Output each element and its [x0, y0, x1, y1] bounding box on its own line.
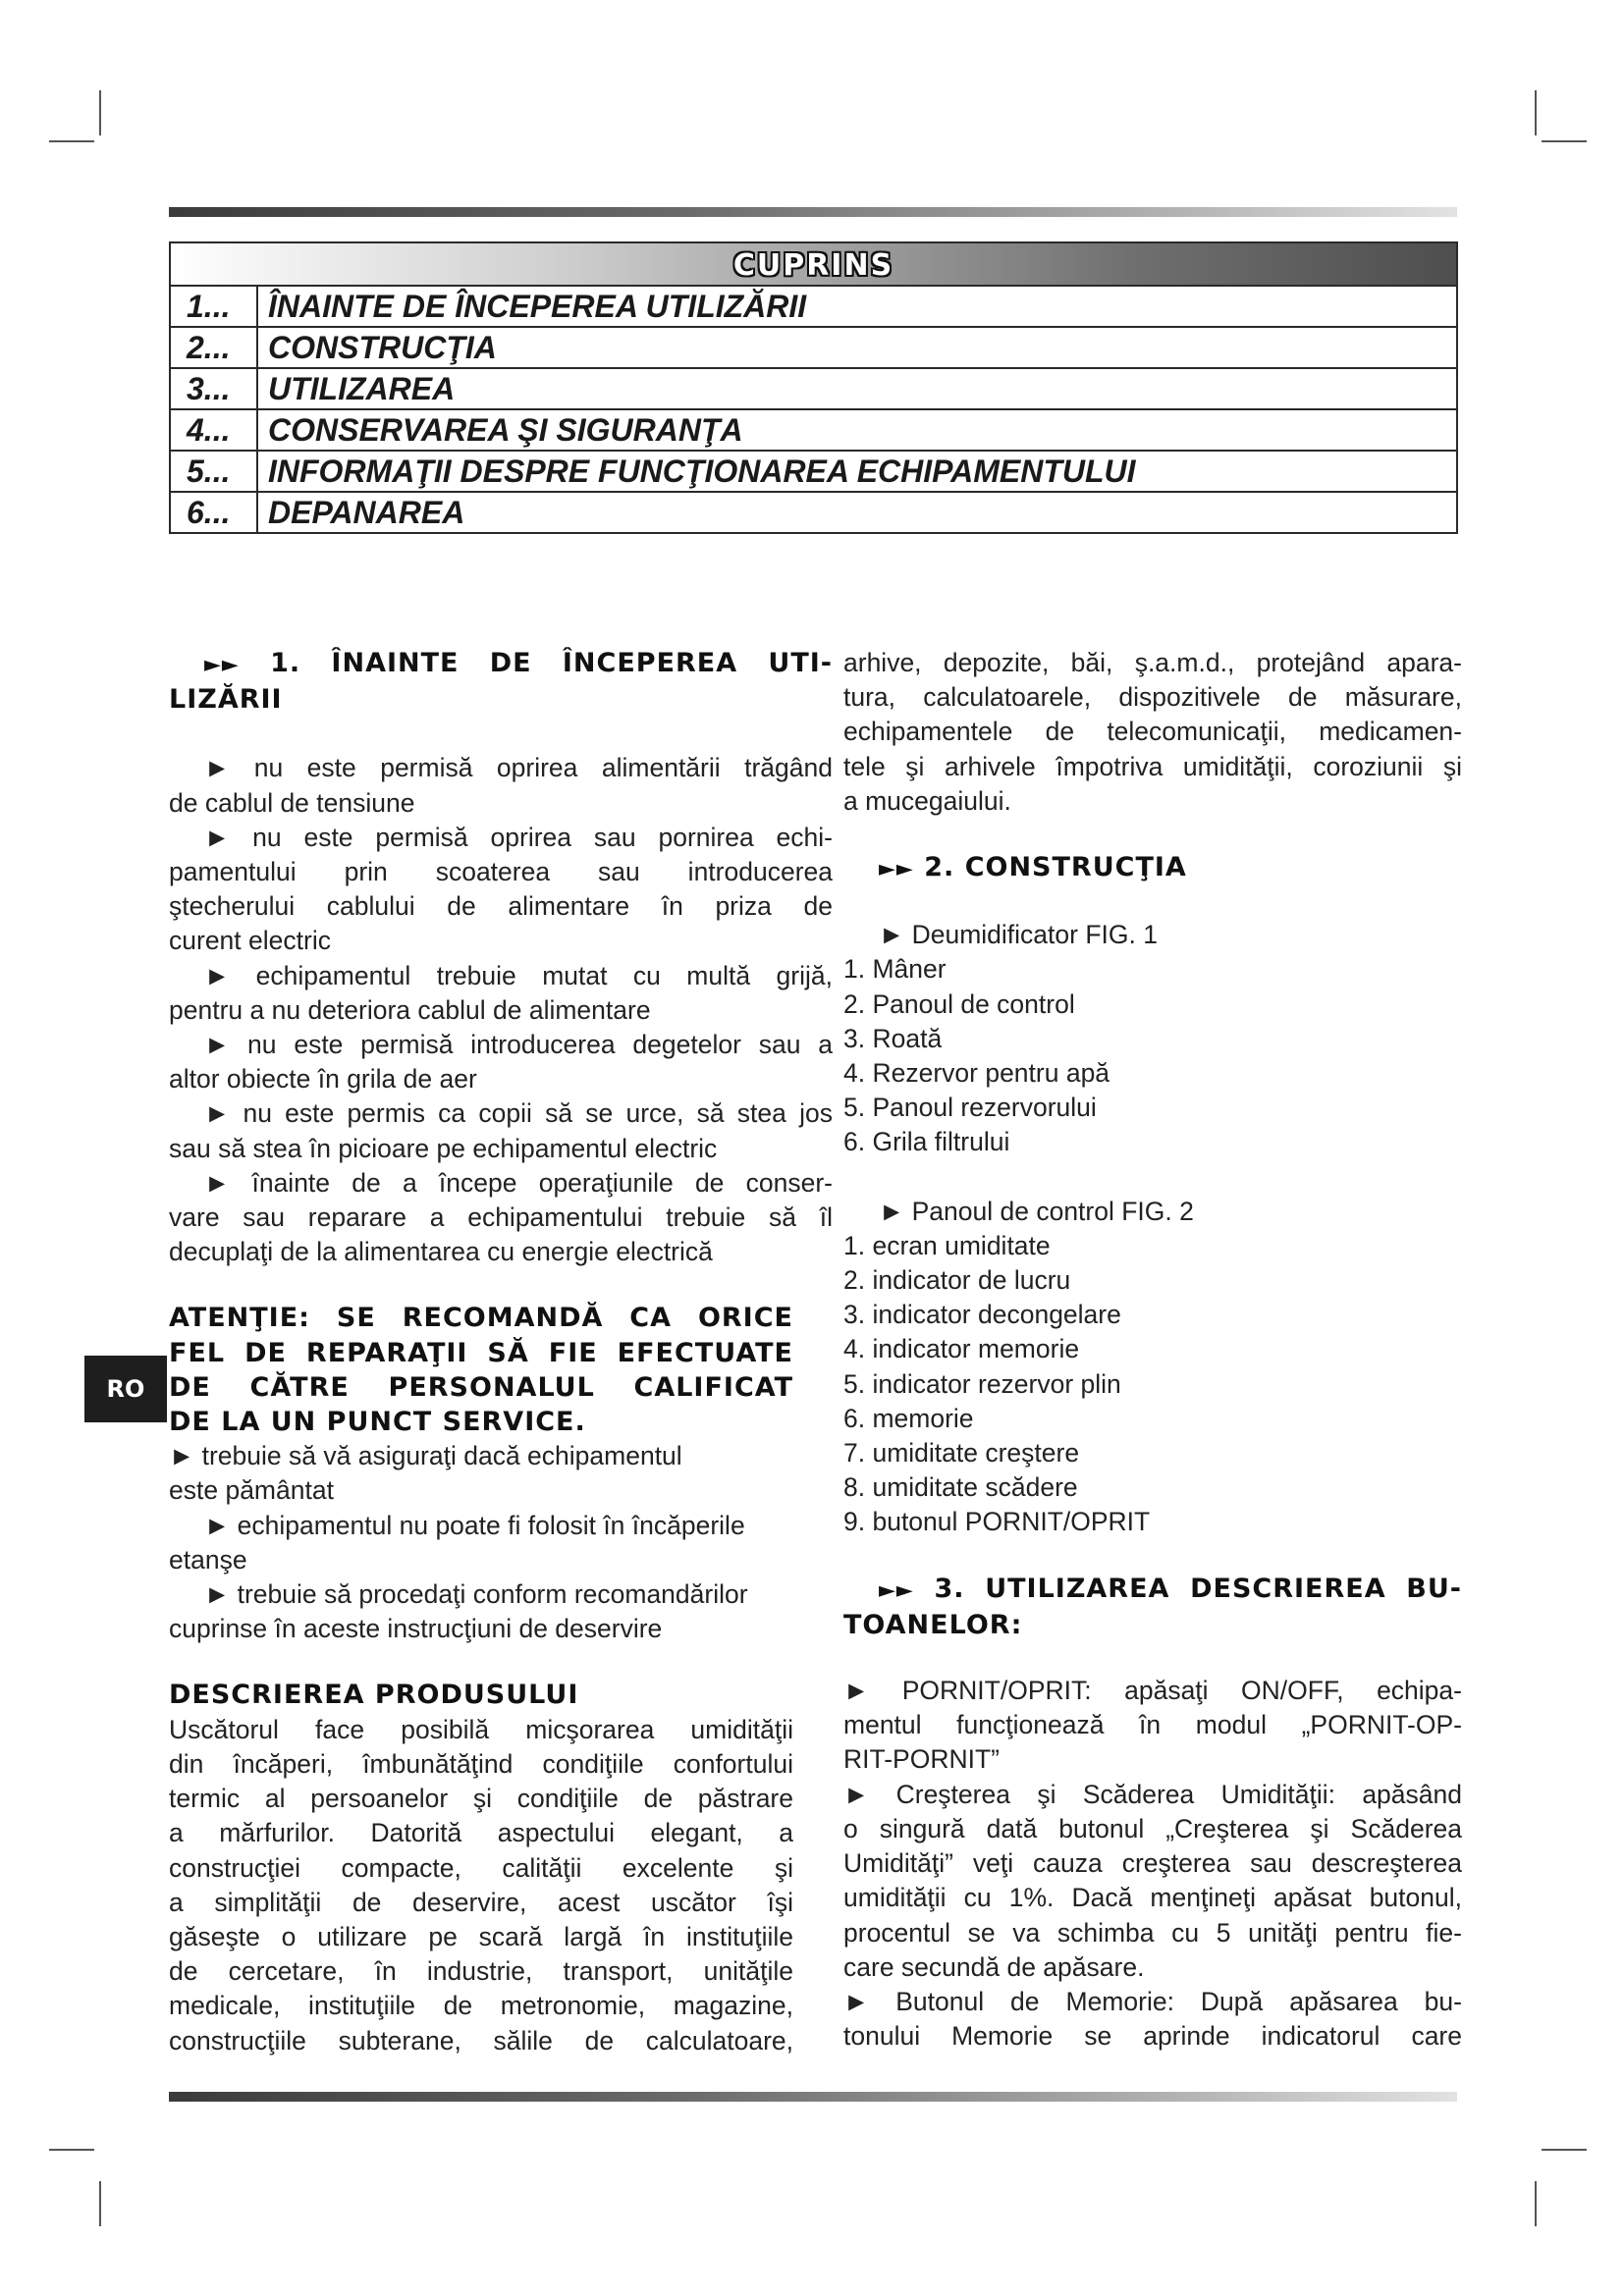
toc-header: [170, 242, 1457, 286]
arrow-bullet-icon: ►: [204, 960, 231, 990]
paragraph-line: o singură dată butonul „Creşterea şi Scăderea: [843, 1813, 1462, 1843]
paragraph: ► înainte de a începe operaţiunile de conser-: [204, 1167, 833, 1198]
paragraph: ► Creşterea şi Scăderea Umidităţii: apăsând: [843, 1779, 1462, 1809]
paragraph-line: cuprinse în aceste instrucţiuni de deservire: [169, 1614, 663, 1644]
paragraph-line: tele şi arhivele împotriva umidităţii, coroziunii şi: [843, 751, 1462, 781]
toc-item-title: DEPANAREA: [257, 492, 1457, 533]
toc-row: [170, 492, 1457, 533]
paragraph-line: tonului Memorie se aprinde indicatorul care: [843, 2021, 1462, 2052]
crop-mark-top-left-horizontal: [49, 140, 94, 142]
arrow-bullet-icon: ►: [204, 1579, 231, 1610]
paragraph: ► nu este permisă oprirea sau pornirea echi-: [204, 822, 833, 852]
toc-item-title: ÎNAINTE DE ÎNCEPEREA UTILIZĂRII: [257, 286, 1457, 327]
paragraph-line: tura, calculatoarele, dispozitivele de măsurare,: [843, 682, 1462, 713]
toc-item-title: UTILIZAREA: [257, 368, 1457, 409]
paragraph-line: vare sau reparare a echipamentului trebuie să îl: [169, 1202, 833, 1233]
arrow-bullet-icon: ►: [843, 1779, 870, 1809]
paragraph-line: a simplităţii de deservire, acest uscător îşi: [169, 1887, 793, 1917]
list-item: 3. indicator decongelare: [843, 1300, 1121, 1330]
paragraph-line: umidităţii cu 1%. Dacă menţineţi apăsat butonul,: [843, 1883, 1462, 1913]
double-arrow-icon: ►►: [879, 1577, 914, 1603]
toc-item-number: 6...: [170, 492, 257, 533]
list-item: 4. Rezervor pentru apă: [843, 1058, 1110, 1089]
list-item: 9. butonul PORNIT/OPRIT: [843, 1507, 1151, 1537]
toc-row: [170, 409, 1457, 451]
list-title: ► Panoul de control FIG. 2: [879, 1196, 1194, 1226]
paragraph-line: arhive, depozite, băi, ş.a.m.d., protejând apara-: [843, 648, 1462, 677]
paragraph-line: procentul se va schimba cu 5 unităţi pentru fie-: [843, 1917, 1462, 1948]
toc-item-number: 1...: [170, 286, 257, 327]
arrow-bullet-icon: ►: [204, 1510, 231, 1540]
paragraph-line: mentul funcţionează în modul „PORNIT-OP-: [843, 1710, 1462, 1740]
paragraph: ► trebuie să procedaţi conform recomandărilor: [204, 1579, 748, 1610]
crop-mark-bottom-left-vertical: [99, 2181, 101, 2226]
paragraph-line: medicale, instituţiile de metronomie, magazine,: [169, 1991, 793, 2021]
list-item: 8. umiditate scădere: [843, 1472, 1078, 1503]
crop-mark-top-left-vertical: [99, 90, 101, 135]
paragraph-line: etanşe: [169, 1544, 247, 1575]
arrow-bullet-icon: ►: [204, 822, 231, 852]
toc-item-number: 4...: [170, 409, 257, 451]
paragraph-line: ştecherului cablului de alimentare în priza de: [169, 891, 833, 922]
paragraph-line: de cablul de tensiune: [169, 787, 415, 818]
crop-mark-top-right-vertical: [1535, 90, 1537, 135]
list-item: 7. umiditate creştere: [843, 1438, 1080, 1468]
paragraph: ► nu este permis ca copii să se urce, să stea jos: [204, 1098, 833, 1129]
toc-item-title: CONSTRUCŢIA: [257, 327, 1457, 368]
paragraph: ► nu este permisă introducerea degetelor sau a: [204, 1030, 833, 1060]
top-decorative-bar: [169, 207, 1457, 217]
paragraph: ► trebuie să vă asiguraţi dacă echipamentul: [169, 1441, 682, 1471]
toc-item-number: 3...: [170, 368, 257, 409]
list-item: 1. Mâner: [843, 954, 947, 985]
crop-mark-top-right-horizontal: [1542, 140, 1587, 142]
paragraph-line: RIT-PORNIT”: [843, 1744, 1000, 1775]
section-heading: DESCRIEREA PRODUSULUI: [169, 1680, 579, 1711]
paragraph: ► echipamentul trebuie mutat cu multă grijă,: [204, 960, 833, 990]
right-column: [843, 646, 1462, 2054]
paragraph-line: termic al persoanelor şi condiţiile de păstrare: [169, 1784, 793, 1814]
paragraph-line: construcţiile subterane, sălile de calculatoare,: [169, 2025, 793, 2056]
arrow-bullet-icon: ►: [843, 1986, 870, 2016]
toc-row: [170, 286, 1457, 327]
arrow-bullet-icon: ►: [169, 1441, 195, 1471]
paragraph-line: sau să stea în picioare pe echipamentul electric: [169, 1133, 718, 1163]
list-item: 5. indicator rezervor plin: [843, 1368, 1121, 1399]
paragraph-line: din încăperi, îmbunătăţind condiţiile confortului: [169, 1748, 793, 1779]
arrow-bullet-icon: ►: [879, 920, 905, 950]
arrow-bullet-icon: ►: [204, 1167, 231, 1198]
toc-item-number: 2...: [170, 327, 257, 368]
paragraph-line: Umidităţi” veţi cauza creşterea sau descreşterea: [843, 1848, 1462, 1879]
list-title: ► Deumidificator FIG. 1: [879, 920, 1158, 950]
list-item: 4. indicator memorie: [843, 1334, 1080, 1364]
double-arrow-icon: ►►: [879, 857, 914, 882]
paragraph-line: echipamentele de telecomunicaţii, medicamen-: [843, 717, 1462, 747]
paragraph: ► nu este permisă oprirea alimentării trăgând: [204, 753, 833, 783]
toc-item-number: 5...: [170, 451, 257, 492]
arrow-bullet-icon: ►: [879, 1196, 905, 1226]
list-item: 6. memorie: [843, 1403, 974, 1433]
arrow-bullet-icon: ►: [204, 753, 231, 783]
paragraph-line: a mărfurilor. Datorită aspectului elegant, a: [169, 1818, 793, 1848]
paragraph-line: pentru a nu deteriora cablul de alimentare: [169, 994, 651, 1025]
arrow-bullet-icon: ►: [204, 1098, 231, 1129]
paragraph: ► PORNIT/OPRIT: apăsaţi ON/OFF, echipa-: [843, 1676, 1462, 1706]
toc-row: [170, 451, 1457, 492]
language-tab: RO: [84, 1356, 167, 1422]
toc-item-title: CONSERVAREA ŞI SIGURANŢA: [257, 409, 1457, 451]
table-of-contents: [169, 241, 1458, 534]
paragraph-line: Uscătorul face posibilă micşorarea umidităţii: [169, 1714, 793, 1744]
arrow-bullet-icon: ►: [204, 1030, 231, 1060]
left-column: [169, 646, 833, 2058]
paragraph-line: este pământat: [169, 1475, 334, 1506]
paragraph-line: curent electric: [169, 926, 331, 956]
list-item: 5. Panoul rezervorului: [843, 1093, 1097, 1123]
crop-mark-bottom-right-vertical: [1535, 2181, 1537, 2226]
bottom-decorative-bar: [169, 2092, 1457, 2102]
paragraph: ► Butonul de Memorie: După apăsarea bu-: [843, 1986, 1462, 2016]
double-arrow-icon: ►►: [204, 653, 240, 677]
paragraph-line: găseşte o utilizare pe scară largă în instituţiile: [169, 1921, 793, 1951]
list-item: 6. Grila filtrului: [843, 1127, 1010, 1157]
paragraph-line: construcţiei compacte, calităţii excelente şi: [169, 1852, 793, 1883]
list-item: 2. Panoul de control: [843, 988, 1075, 1019]
toc-item-title: INFORMAŢII DESPRE FUNCŢIONAREA ECHIPAMENTULUI: [257, 451, 1457, 492]
section-heading-cont: TOANELOR:: [843, 1609, 1023, 1640]
arrow-bullet-icon: ►: [843, 1676, 870, 1706]
warning-text: DE CĂTRE PERSONALUL CALIFICAT: [169, 1371, 793, 1403]
section-heading: ►► 3. UTILIZAREA DESCRIEREA BU-: [879, 1573, 1462, 1604]
paragraph-line: a mucegaiului.: [843, 785, 1011, 816]
paragraph-line: altor obiecte în grila de aer: [169, 1064, 477, 1095]
warning-text: FEL DE REPARAŢII SĂ FIE EFECTUATE: [169, 1337, 793, 1368]
crop-mark-bottom-right-horizontal: [1542, 2149, 1587, 2151]
warning-text: DE LA UN PUNCT SERVICE.: [169, 1407, 586, 1438]
section-heading: ►► 2. CONSTRUCŢIA: [879, 852, 1187, 883]
list-item: 3. Roată: [843, 1023, 943, 1053]
list-item: 1. ecran umiditate: [843, 1230, 1051, 1260]
paragraph-line: de cercetare, în industrie, transport, unităţile: [169, 1956, 793, 1987]
paragraph-line: pamentului prin scoaterea sau introducerea: [169, 857, 833, 887]
toc-row: [170, 327, 1457, 368]
crop-mark-bottom-left-horizontal: [49, 2149, 94, 2151]
warning-text: ATENŢIE: SE RECOMANDĂ CA ORICE: [169, 1303, 793, 1334]
toc-title: CUPRINS: [732, 247, 894, 283]
toc-header-row: [170, 242, 1457, 286]
paragraph: ► echipamentul nu poate fi folosit în încăperile: [204, 1510, 745, 1540]
paragraph-line: decuplaţi de la alimentarea cu energie electrică: [169, 1237, 713, 1267]
list-item: 2. indicator de lucru: [843, 1265, 1071, 1296]
paragraph-line: care secundă de apăsare.: [843, 1951, 1145, 1982]
section-heading-cont: LIZĂRII: [169, 684, 283, 716]
section-heading: ►► 1. ÎNAINTE DE ÎNCEPEREA UTI-: [204, 648, 833, 678]
toc-row: [170, 368, 1457, 409]
